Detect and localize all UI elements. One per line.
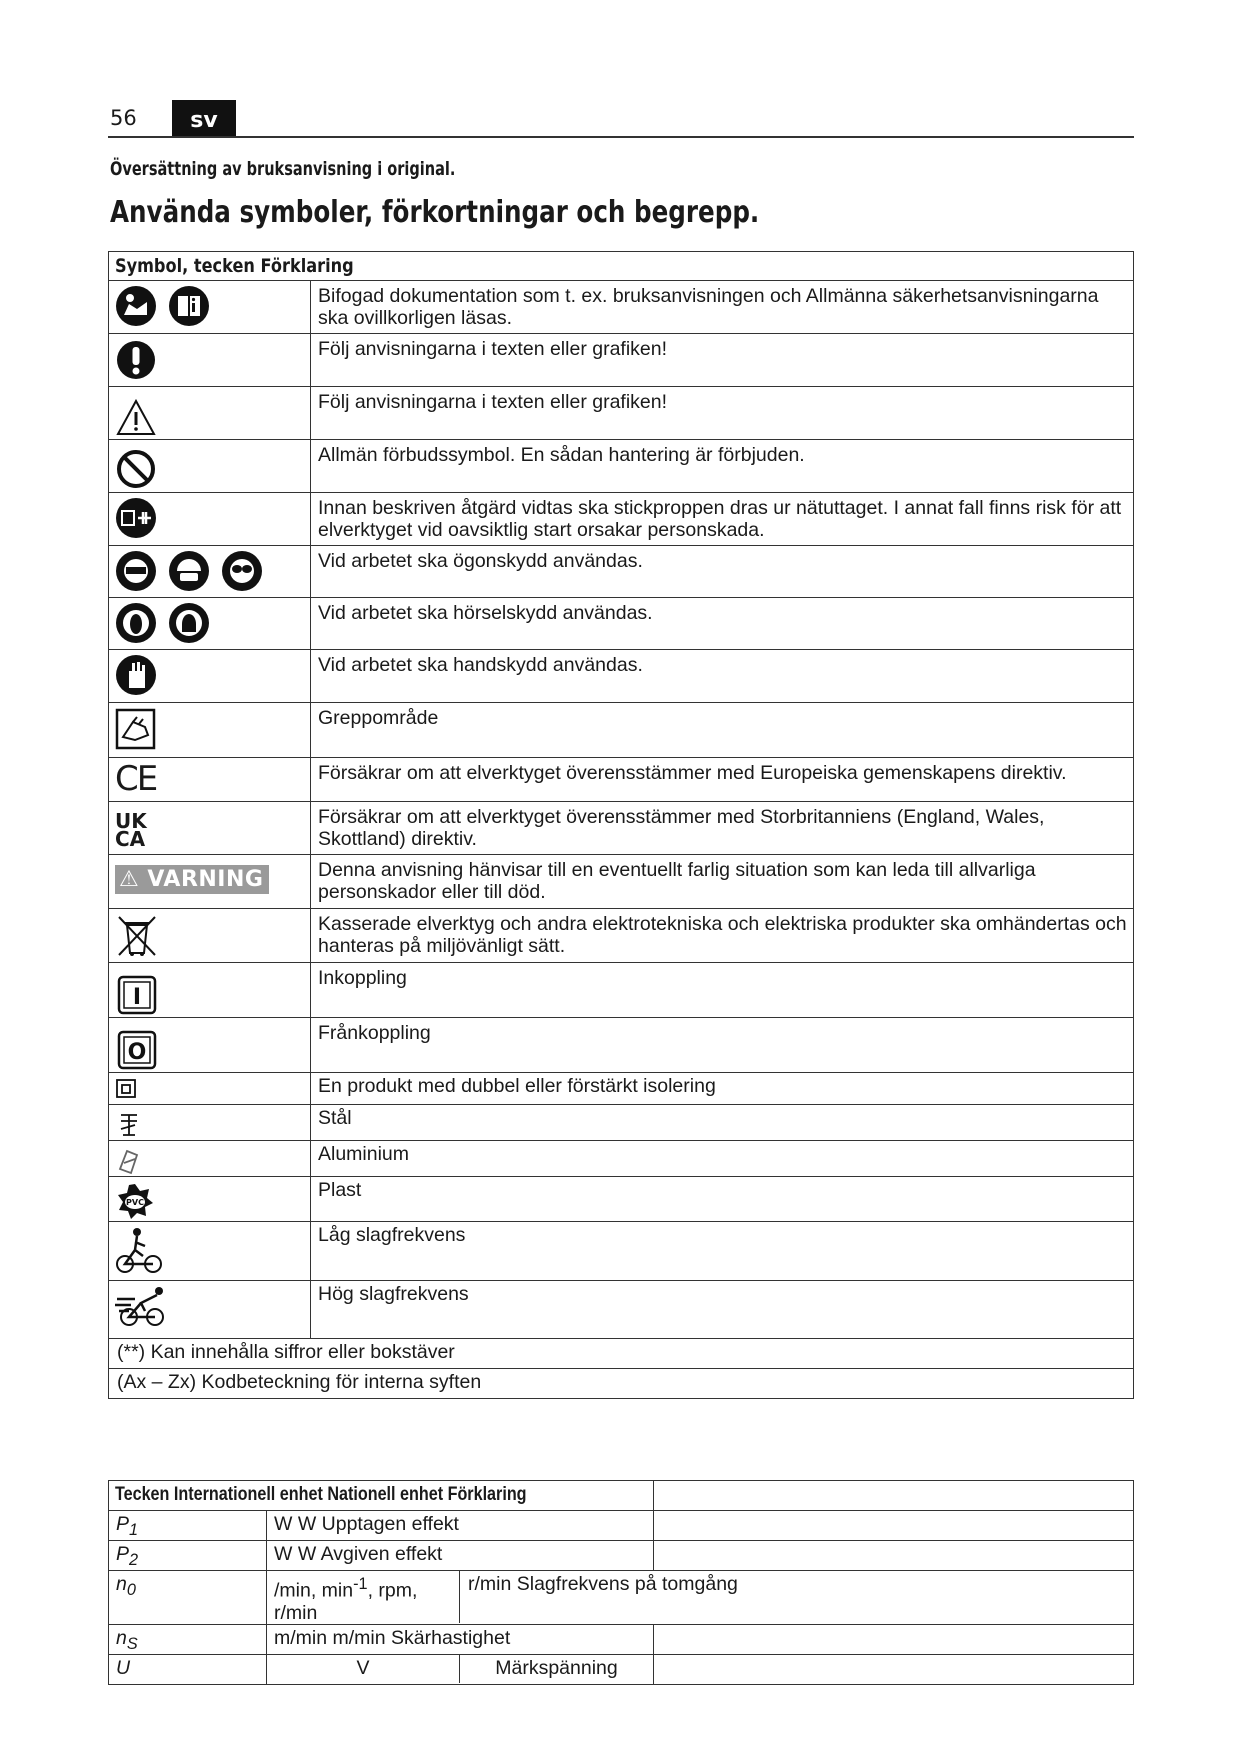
warning-triangle-icon (115, 397, 157, 439)
power-off-icon (115, 1028, 157, 1072)
unit-content: W W Avgiven effekt (267, 1541, 654, 1571)
symbol-table (108, 251, 1134, 1399)
table-row (109, 1625, 1134, 1655)
table-row (109, 1222, 1134, 1281)
svg-text:O: O (127, 1040, 147, 1065)
symbol-description: Denna anvisning hänvisar till en eventuellt farlig situation som kan leda till allvarliga personskador eller till död. (311, 855, 1134, 909)
pvc-plastic-icon (115, 1181, 155, 1221)
symbol-description: Vid arbetet ska hörselskydd användas. (311, 598, 1134, 650)
symbol-description: Vid arbetet ska handskydd användas. (311, 650, 1134, 703)
table-row (109, 1511, 1134, 1541)
info-book-icon (168, 285, 210, 327)
ukca-mark: UK CA (115, 809, 147, 851)
power-on-icon (115, 973, 157, 1017)
unit-symbol: $n_S$ (109, 1625, 267, 1655)
goggles-icon (221, 550, 263, 592)
varning-label: ⚠ VARNING (115, 865, 269, 894)
footnote: (Ax – Zx) Kodbeteckning för interna syften (109, 1369, 1134, 1399)
table-row (109, 387, 1134, 440)
symbol-description: Vid arbetet ska ögonskydd användas. (311, 546, 1134, 598)
table-row (109, 802, 1134, 855)
document-subtitle: Översättning av bruksanvisning i original. (110, 158, 456, 180)
symbol-description: Inkoppling (311, 963, 1134, 1018)
unplug-icon (115, 497, 157, 539)
table-row (109, 334, 1134, 387)
table-row (109, 1541, 1134, 1571)
table-row (109, 855, 1134, 909)
ce-mark: CE (115, 759, 157, 799)
table-row (109, 650, 1134, 703)
symbol-description: Följ anvisningarna i texten eller grafiken! (311, 387, 1134, 440)
table-row (109, 1281, 1134, 1339)
unit-content: Märkspänning (495, 1657, 618, 1679)
symbol-description: Greppområde (311, 703, 1134, 758)
header-rule (108, 136, 1134, 138)
unit-symbol: $P_2$ (109, 1541, 267, 1571)
face-shield-icon (115, 550, 157, 592)
table-row (109, 440, 1134, 493)
symbol-description: Försäkrar om att elverktyget överensstämmer med Europeiska gemenskapens direktiv. (311, 758, 1134, 802)
page-number: 56 (110, 106, 137, 130)
symbol-description: En produkt med dubbel eller förstärkt isolering (311, 1073, 1134, 1105)
table-row (109, 1105, 1134, 1141)
unit-intl: V (267, 1655, 460, 1683)
unit-table (108, 1480, 1134, 1685)
table-row (109, 1073, 1134, 1105)
table-row (109, 1655, 1134, 1685)
symbol-description: Allmän förbudssymbol. En sådan hantering är förbjuden. (311, 440, 1134, 493)
table-row (109, 963, 1134, 1018)
prohibition-icon (115, 448, 157, 490)
symbol-description: Låg slagfrekvens (311, 1222, 1134, 1281)
svg-text:I: I (132, 985, 142, 1010)
glove-icon (115, 654, 157, 696)
unit-intl: /min, $\min^{-1}$, rpm, r/min (267, 1571, 460, 1623)
ear-protection-icon (115, 602, 157, 644)
symbol-description: Plast (311, 1177, 1134, 1222)
ear-muff-icon (168, 602, 210, 644)
fast-cyclist-icon (115, 1285, 171, 1329)
read-manual-icon (115, 285, 157, 327)
symbol-description: Bifogad dokumentation som t. ex. bruksanvisningen och Allmänna säkerhetsanvisningarna ska ovillkorligen läsas. (311, 281, 1134, 334)
svg-text:PVC: PVC (126, 1198, 144, 1207)
table-row (109, 1571, 1134, 1625)
unit-symbol: $n_0$ (109, 1571, 267, 1625)
aluminium-icon (115, 1145, 143, 1175)
grip-area-icon (115, 707, 157, 751)
steel-icon (115, 1109, 143, 1139)
page-title: Använda symboler, förkortningar och begrepp. (110, 195, 760, 230)
unit-content: r/min Slagfrekvens på tomgång (468, 1573, 738, 1595)
slow-cyclist-icon (115, 1226, 163, 1276)
symbol-description: Aluminium (311, 1141, 1134, 1177)
exclamation-circle-icon (115, 338, 157, 380)
language-badge: sv (172, 100, 236, 136)
table-row (109, 703, 1134, 758)
symbol-table-header: Symbol, tecken Förklaring (109, 252, 1134, 281)
table-row (109, 281, 1134, 334)
unit-symbol: U (109, 1655, 267, 1685)
unit-symbol: $P_1$ (109, 1511, 267, 1541)
table-row (109, 1018, 1134, 1073)
symbol-description: Innan beskriven åtgärd vidtas ska stickproppen dras ur nätuttaget. I annat fall finns risk för att elverktyget vid oavsiktlig start orsakar personskada. (311, 493, 1134, 546)
table-row (109, 1177, 1134, 1222)
symbol-description: Kasserade elverktyg och andra elektrotekniska och elektriska produkter ska omhändertas och hanteras på miljövänligt sätt. (311, 909, 1134, 963)
unit-content: m/min m/min Skärhastighet (267, 1625, 654, 1655)
table-row (109, 493, 1134, 546)
weee-bin-icon (115, 913, 159, 959)
unit-content: W W Upptagen effekt (267, 1511, 654, 1541)
helmet-visor-icon (168, 550, 210, 592)
table-row (109, 598, 1134, 650)
table-row (109, 546, 1134, 598)
symbol-description: Försäkrar om att elverktyget överensstämmer med Storbritanniens (England, Wales, Skottland) direktiv. (311, 802, 1134, 855)
symbol-description: Frånkoppling (311, 1018, 1134, 1073)
footnote: (**) Kan innehålla siffror eller bokstäver (109, 1339, 1134, 1369)
symbol-description: Följ anvisningarna i texten eller grafiken! (311, 334, 1134, 387)
table-row (109, 909, 1134, 963)
symbol-description: Hög slagfrekvens (311, 1281, 1134, 1339)
unit-table-header: Tecken Internationell enhet Nationell enhet Förklaring (109, 1481, 654, 1511)
table-row (109, 1141, 1134, 1177)
double-insulation-icon (115, 1077, 139, 1099)
table-row (109, 758, 1134, 802)
symbol-description: Stål (311, 1105, 1134, 1141)
